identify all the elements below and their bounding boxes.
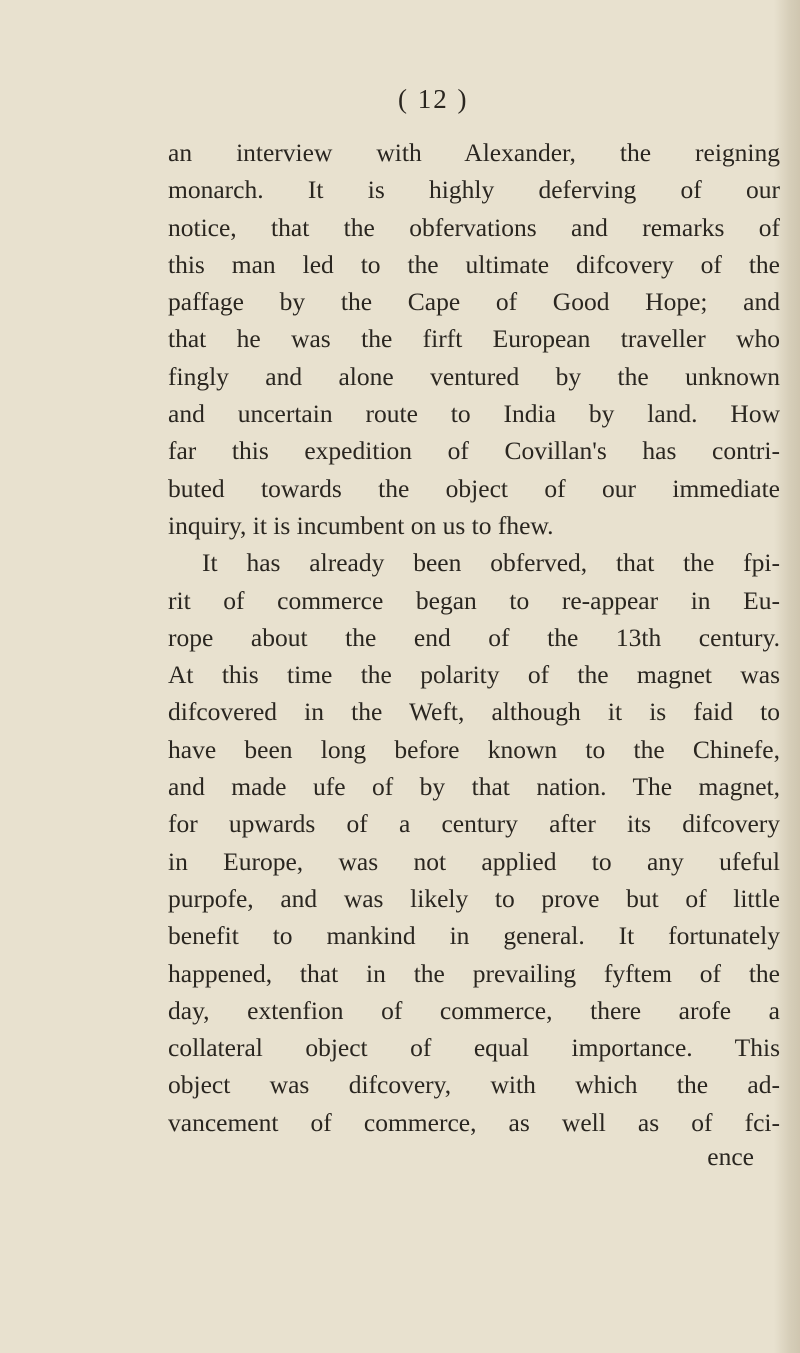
text-line: [168, 992, 780, 1029]
text-line: [168, 470, 780, 507]
text-line: [168, 544, 780, 581]
text-line: [168, 656, 780, 693]
text-line-content: object was difcovery, with which the ad-: [168, 1070, 780, 1100]
text-line-content: difcovered in the Weft, although it is faid to: [168, 697, 780, 727]
text-line: [168, 955, 780, 992]
text-line: [168, 320, 780, 357]
text-line: [168, 358, 780, 395]
text-line-content: paffage by the Cape of Good Hope; and: [168, 287, 780, 317]
text-line: [168, 731, 780, 768]
text-line: [168, 805, 780, 842]
text-line: [168, 917, 780, 954]
text-line-content: and made ufe of by that nation. The magnet,: [168, 772, 780, 802]
text-line-content: fingly and alone ventured by the unknown: [168, 361, 780, 391]
text-line-content: happened, that in the prevailing fyftem of the: [168, 958, 780, 988]
text-line-content: benefit to mankind in general. It fortunately: [168, 921, 780, 951]
text-line-content: an interview with Alexander, the reigning: [168, 138, 780, 167]
text-line-content: in Europe, was not applied to any ufeful: [168, 846, 780, 876]
text-line: [168, 432, 780, 469]
text-line-content: for upwards of a century after its difcovery: [168, 809, 780, 839]
text-line: [168, 693, 780, 730]
text-line-content: It has already been obferved, that the fpi-: [202, 548, 780, 578]
catchword: ence: [707, 1142, 754, 1171]
text-line: [168, 582, 780, 619]
text-line-content: and uncertain route to India by land. How: [168, 399, 780, 429]
body-text: [168, 134, 780, 1141]
text-line: [168, 507, 780, 544]
text-line: [168, 768, 780, 805]
text-line-content: inquiry, it is incumbent on us to fhew.: [168, 510, 554, 540]
text-line-content: have been long before known to the Chinefe,: [168, 734, 780, 764]
text-line-content: collateral object of equal importance. This: [168, 1033, 780, 1063]
text-line-content: far this expedition of Covillan's has contri-: [168, 436, 780, 466]
text-line: [168, 395, 780, 432]
text-line-content: monarch. It is highly deferving of our: [168, 175, 780, 205]
text-line: [168, 246, 780, 283]
text-line: [168, 134, 780, 171]
text-line-content: notice, that the obfervations and remarks of: [168, 212, 780, 242]
text-line-content: rit of commerce began to re-appear in Eu-: [168, 585, 780, 615]
text-line: [168, 283, 780, 320]
text-line-content: this man led to the ultimate difcovery of the: [168, 249, 780, 279]
text-line: [168, 880, 780, 917]
text-line: [168, 1066, 780, 1103]
page-number-header: ( 12 ): [398, 84, 469, 114]
text-line-content: buted towards the object of our immediate: [168, 473, 780, 503]
text-line: [168, 1029, 780, 1066]
text-line-content: that he was the firft European traveller who: [168, 324, 780, 354]
text-line-content: purpofe, and was likely to prove but of little: [168, 883, 780, 913]
text-line: [168, 1104, 780, 1141]
text-line: [168, 619, 780, 656]
text-line-content: rope about the end of the 13th century.: [168, 622, 780, 652]
text-line: [168, 209, 780, 246]
text-line-content: vancement of commerce, as well as of fci-: [168, 1107, 780, 1137]
text-line-content: At this time the polarity of the magnet was: [168, 660, 780, 690]
text-line: [168, 171, 780, 208]
text-line: [168, 843, 780, 880]
text-line-content: day, extenfion of commerce, there arofe a: [168, 995, 780, 1025]
